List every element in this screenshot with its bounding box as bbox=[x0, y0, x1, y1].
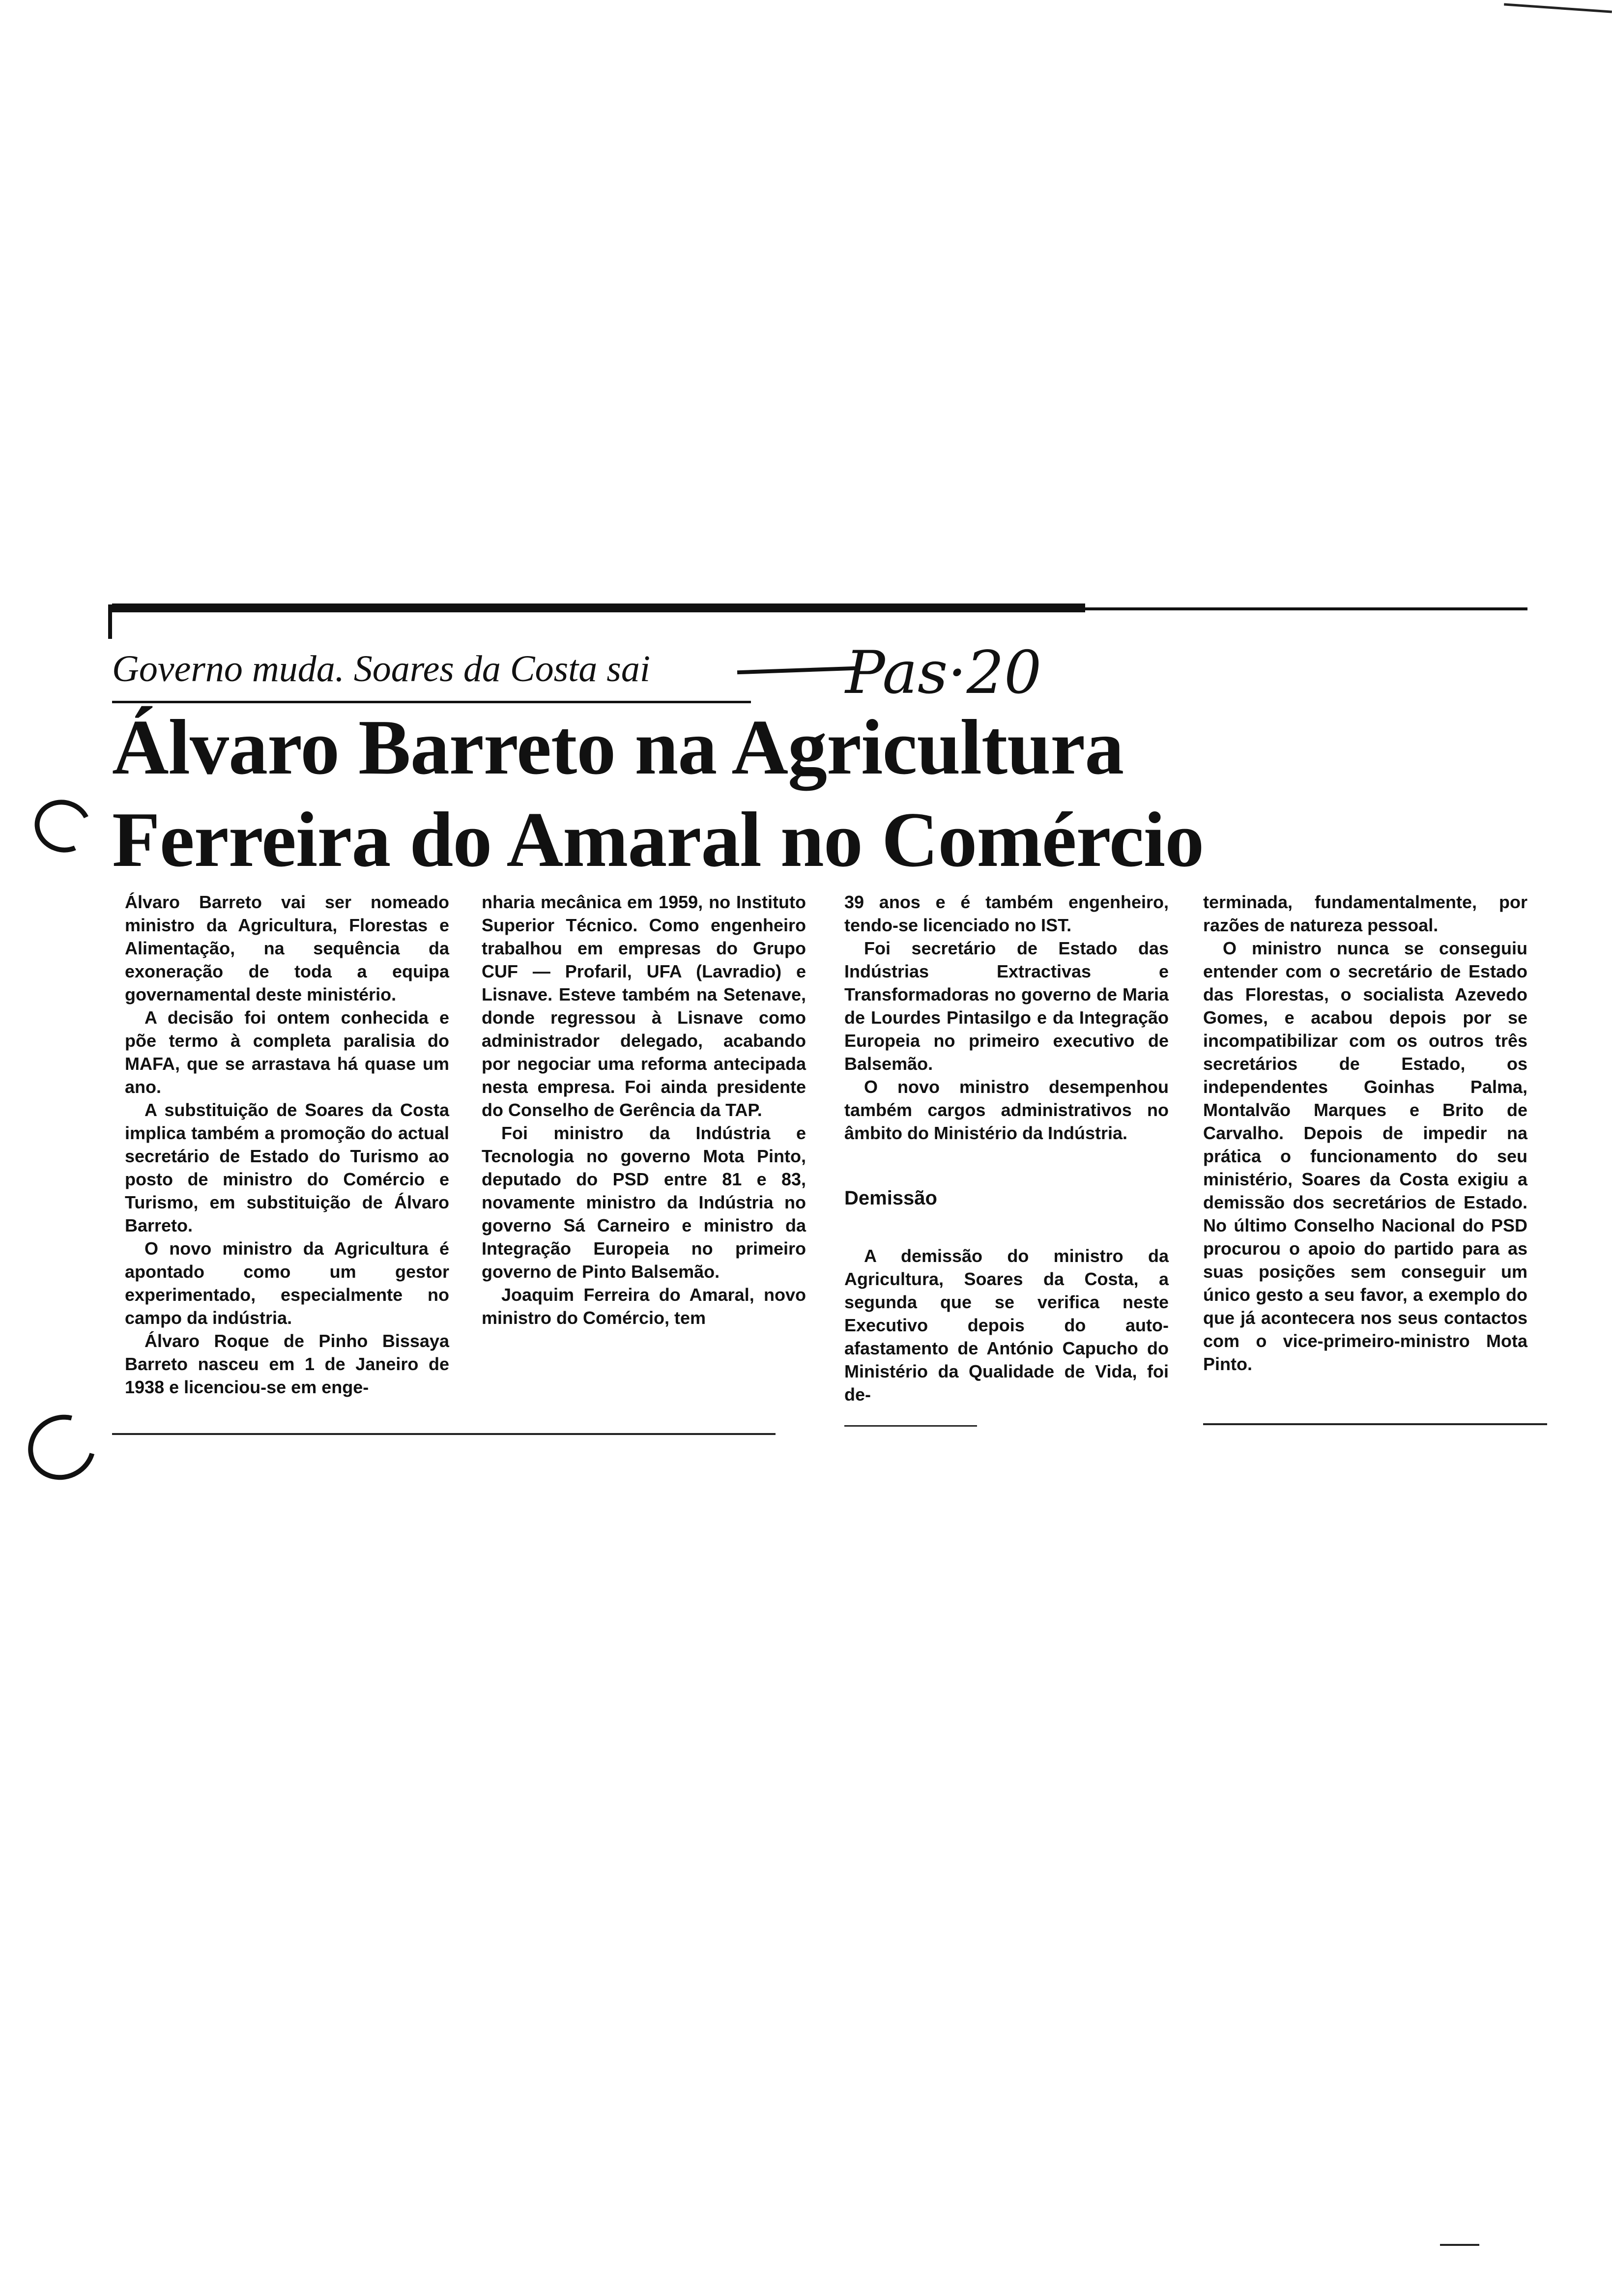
corner-mark bbox=[1504, 3, 1612, 13]
paragraph: Foi secretário de Estado das Indústrias Extractivas e Transformadoras no governo de Maria de Lourdes Pintasilgo e da Integração Europeia no primeiro executivo de Balsemão. bbox=[844, 938, 1169, 1074]
header-rule-left bbox=[108, 604, 112, 639]
punch-hole-icon bbox=[27, 792, 98, 860]
paragraph: Álvaro Barreto vai ser nomeado ministro da Agricultura, Florestas e Alimentação, na sequência da exoneração de toda a equipa governamental deste ministério. bbox=[125, 892, 449, 1004]
section-subhead: Demissão bbox=[844, 1187, 937, 1209]
article-column-4 bbox=[1203, 890, 1527, 1376]
header-rule bbox=[112, 607, 1527, 610]
headline-line-1: Álvaro Barreto na Agricultura bbox=[112, 703, 1124, 791]
headline-line-2: Ferreira do Amaral no Comércio bbox=[112, 796, 1204, 883]
paragraph: Foi ministro da Indústria e Tecnologia no governo Mota Pinto, deputado do PSD entre 81 e 83, novamente ministro da Indústria no governo Sá Carneiro e ministro da Integração Europeia no primeiro governo de Pinto Balsemão. bbox=[482, 1123, 806, 1282]
paragraph: A demissão do ministro da Agricultura, Soares da Costa, a segunda que se verifica neste Executivo depois do auto-afastamento de António Capucho do Ministério da Qualidade de Vida, foi de- bbox=[844, 1246, 1169, 1405]
handwritten-strike bbox=[737, 666, 855, 674]
paragraph: A decisão foi ontem conhecida e põe termo à completa paralisia do MAFA, que se arrastava há quase um ano. bbox=[125, 1007, 449, 1097]
footer-rule bbox=[112, 1433, 776, 1435]
footer-rule bbox=[1203, 1423, 1547, 1425]
footer-rule bbox=[844, 1425, 977, 1427]
paragraph: Álvaro Roque de Pinho Bissaya Barreto nasceu em 1 de Janeiro de 1938 e licenciou-se em enge- bbox=[125, 1331, 449, 1397]
article-column-3 bbox=[844, 890, 1169, 1406]
paragraph: O novo ministro desempenhou também cargos administrativos no âmbito do Ministério da Indústria. bbox=[844, 1077, 1169, 1143]
kicker: Governo muda. Soares da Costa sai bbox=[112, 648, 650, 689]
handwritten-page-note: Pas·20 bbox=[845, 639, 1042, 707]
scan-mark bbox=[1440, 2244, 1479, 2246]
paragraph: nharia mecânica em 1959, no Instituto Superior Técnico. Como engenheiro trabalhou em empresas do Grupo CUF — Profaril, UFA (Lavradio) e Lisnave. Esteve também na Setenave, donde regressou à Lisnave como administrador delegado, acabando por negociar uma reforma antecipada nesta empresa. Foi ainda presidente do Conselho de Gerência da TAP. bbox=[482, 892, 806, 1120]
paragraph: A substituição de Soares da Costa implica também a promoção do actual secretário de Estado do Turismo ao posto de ministro do Comércio e Turismo, em substituição de Álvaro Barreto. bbox=[125, 1100, 449, 1235]
article-column-2 bbox=[482, 890, 806, 1329]
paragraph: 39 anos e é também engenheiro, tendo-se licenciado no IST. bbox=[844, 892, 1169, 935]
paragraph: O ministro nunca se conseguiu entender com o secretário de Estado das Florestas, o socialista Azevedo Gomes, e acabou depois por se incompatibilizar com os outros três secretários de Estado, os independentes Goinhas Palma, Montalvão Marques e Brito de Carvalho. Depois de impedir na prática o funcionamento do seu ministério, Soares da Costa exigiu a demissão dos secretários de Estado. No último Conselho Nacional do PSD procurou o apoio do partido para as suas posições sem conseguir um único gesto a seu favor, a exemplo do que já acontecera nos seus contactos com o vice-primeiro-ministro Mota Pinto. bbox=[1203, 938, 1527, 1374]
punch-hole-icon bbox=[16, 1403, 108, 1492]
paragraph: O novo ministro da Agricultura é apontado como um gestor experimentado, especialmente no campo da indústria. bbox=[125, 1238, 449, 1328]
article-column-1 bbox=[125, 890, 449, 1399]
paragraph: Joaquim Ferreira do Amaral, novo ministro do Comércio, tem bbox=[482, 1285, 806, 1328]
paragraph: terminada, fundamentalmente, por razões de natureza pessoal. bbox=[1203, 892, 1527, 935]
